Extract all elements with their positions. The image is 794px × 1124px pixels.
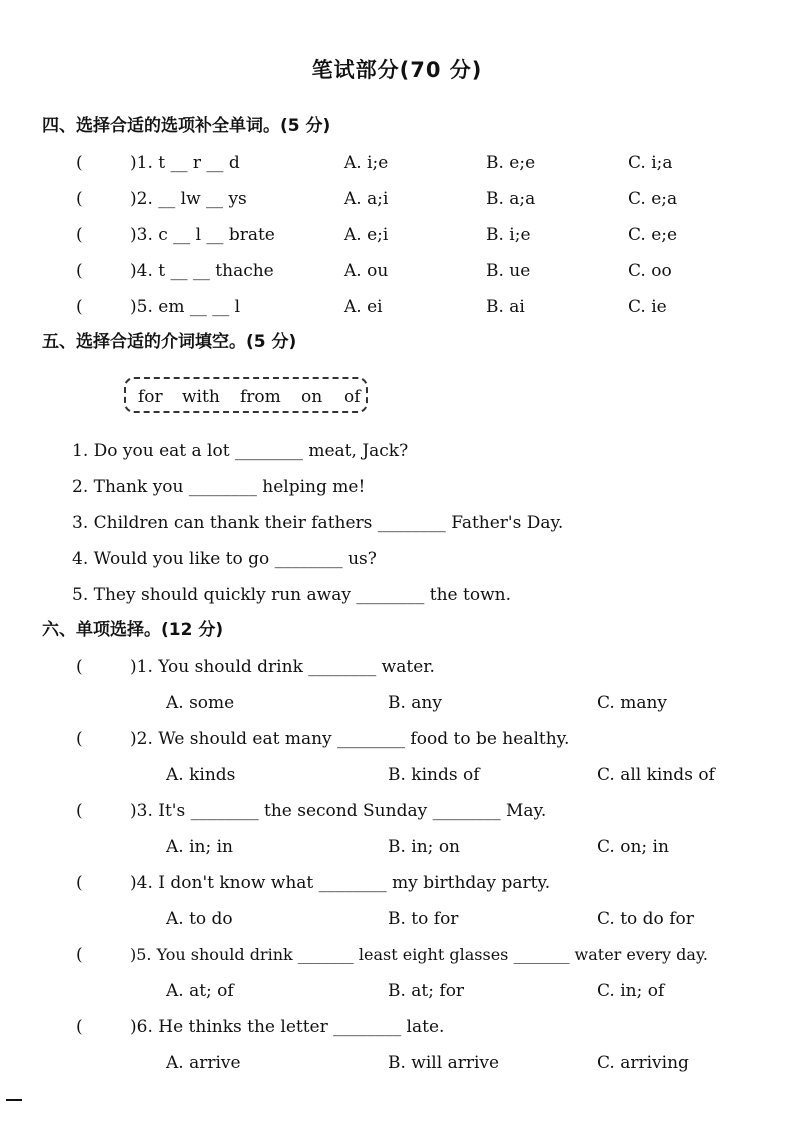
option-c: C. oo <box>628 261 672 281</box>
answer-blank-paren: ( <box>76 945 83 965</box>
answer-blank-paren: ( <box>76 225 83 245</box>
question-stem: )1. You should drink ________ water. <box>130 657 435 677</box>
section-5-question-5: 5. They should quickly run away ________ the town. <box>72 585 511 605</box>
page-title: 笔试部分(70 分) <box>311 58 483 82</box>
question-stem: )3. c __ l __ brate <box>130 225 275 245</box>
answer-blank-paren: ( <box>76 297 83 317</box>
option-a: A. a;i <box>344 189 389 209</box>
option-b: B. any <box>388 693 442 713</box>
answer-blank-paren: ( <box>76 261 83 281</box>
answer-blank-paren: ( <box>76 873 83 893</box>
option-b: B. kinds of <box>388 765 480 785</box>
answer-blank-paren: ( <box>76 1017 83 1037</box>
question-stem: )5. You should drink _______ least eight glasses _______ water every day. <box>130 945 708 964</box>
option-a: A. arrive <box>166 1053 241 1073</box>
question-stem: )2. __ lw __ ys <box>130 189 247 209</box>
option-a: A. some <box>166 693 235 713</box>
word-bank-box <box>124 377 368 413</box>
answer-blank-paren: ( <box>76 153 83 173</box>
option-b: B. in; on <box>388 837 461 857</box>
option-b: B. ue <box>486 261 531 281</box>
option-b: B. e;e <box>486 153 536 173</box>
option-a: A. to do <box>166 909 233 929</box>
question-stem: )6. He thinks the letter ________ late. <box>130 1017 445 1037</box>
option-a: A. kinds <box>166 765 236 785</box>
question-stem: )5. em __ __ l <box>130 297 241 317</box>
section-5-question-2: 2. Thank you ________ helping me! <box>72 477 366 497</box>
option-c: C. i;a <box>628 153 673 173</box>
option-b: B. ai <box>486 297 525 317</box>
word-bank-item: of <box>344 387 361 407</box>
section-5-question-3: 3. Children can thank their fathers ________ Father's Day. <box>72 513 564 533</box>
question-stem: )3. It's ________ the second Sunday ________ May. <box>130 801 547 821</box>
option-b: B. i;e <box>486 225 531 245</box>
question-stem: )4. t __ __ thache <box>130 261 274 281</box>
option-b: B. at; for <box>388 981 465 1001</box>
answer-blank-paren: ( <box>76 189 83 209</box>
option-c: C. e;a <box>628 189 678 209</box>
section-5-question-4: 4. Would you like to go ________ us? <box>72 549 377 569</box>
word-bank-item: from <box>240 387 281 407</box>
option-c: C. many <box>597 693 668 713</box>
word-bank-item: for <box>138 387 163 407</box>
answer-blank-paren: ( <box>76 657 83 677</box>
option-a: A. e;i <box>344 225 389 245</box>
question-stem: )1. t __ r __ d <box>130 153 240 173</box>
word-bank-item: with <box>182 387 220 407</box>
option-c: C. all kinds of <box>597 765 715 785</box>
page-edge-mark <box>6 1099 22 1101</box>
answer-blank-paren: ( <box>76 729 83 749</box>
option-a: A. at; of <box>166 981 234 1001</box>
option-c: C. in; of <box>597 981 665 1001</box>
question-stem: )2. We should eat many ________ food to be healthy. <box>130 729 570 749</box>
section-5-question-1: 1. Do you eat a lot ________ meat, Jack? <box>72 441 409 461</box>
section-5-heading: 五、选择合适的介词填空。(5 分) <box>42 332 297 352</box>
option-a: A. ei <box>344 297 383 317</box>
option-a: A. i;e <box>344 153 389 173</box>
option-c: C. arriving <box>597 1053 689 1073</box>
question-stem: )4. I don't know what ________ my birthday party. <box>130 873 551 893</box>
option-b: B. to for <box>388 909 459 929</box>
option-c: C. ie <box>628 297 667 317</box>
option-a: A. in; in <box>166 837 233 857</box>
option-b: B. a;a <box>486 189 536 209</box>
word-bank-item: on <box>301 387 323 407</box>
option-a: A. ou <box>344 261 389 281</box>
section-4-heading: 四、选择合适的选项补全单词。(5 分) <box>42 116 331 136</box>
option-c: C. to do for <box>597 909 694 929</box>
section-6-heading: 六、单项选择。(12 分) <box>42 620 224 640</box>
option-c: C. e;e <box>628 225 678 245</box>
option-b: B. will arrive <box>388 1053 500 1073</box>
answer-blank-paren: ( <box>76 801 83 821</box>
option-c: C. on; in <box>597 837 669 857</box>
